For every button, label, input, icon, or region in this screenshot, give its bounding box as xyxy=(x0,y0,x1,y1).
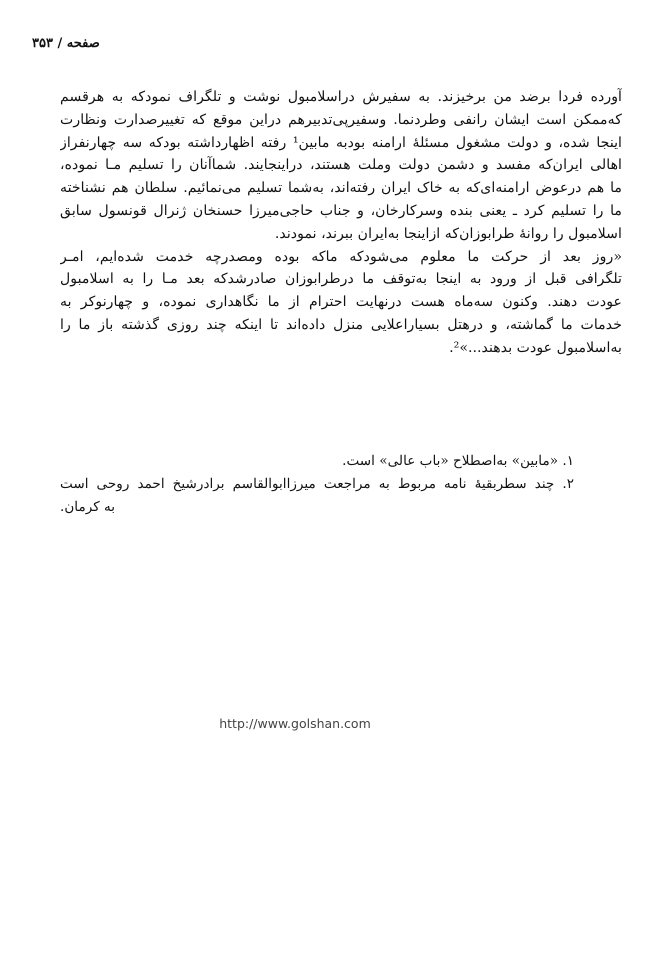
text-line: اهالی ایران‌که مفسد و دشمن دولت وملت هستند، دراینجایند. شماآنان را تسلیم مـا نموده، xyxy=(60,157,622,174)
text-line: آورده فردا برضد من برخیزند. به سفیرش دراسلامبول نوشت و تلگراف نمودکه به هرقسم xyxy=(60,89,622,105)
body-text xyxy=(60,86,622,360)
footnote-2: ۲. چند سطربقیهٔ نامه مربوط به مراجعت میرزاابوالقاسم برادرشیخ احمد روحی است xyxy=(60,476,574,492)
text-line: خدمات ما گماشته، و درهتل بسیاراعلایی منزل داده‌اند تا اینکه چند روزی گذشته باز ما را xyxy=(60,316,622,333)
page-number: ۳۵۳ xyxy=(32,36,53,51)
page-separator: / xyxy=(57,36,63,51)
page-label: صفحه xyxy=(66,36,100,51)
text-line: تلگرافی قبل از ورود به اینجا به‌توقف ما درطرابوزان صادرشدکه بعد مـا را به اسلامبول xyxy=(60,271,622,288)
text-line: اینجا شده، و دولت مشغول مسئلهٔ ارامنه بودبه مابین¹ رفته اظهارداشته بودکه سه چهارنفراز xyxy=(60,134,622,151)
watermark-url: http://www.golshan.com xyxy=(219,716,371,731)
text-line: ما را تسلیم کرد ـ یعنی بنده وسرکارخان، و جناب حاجی‌میرزا حسنخان ژنرال قونسول سابق xyxy=(60,202,622,219)
text-line: عودت دهند. وکنون سه‌ماه هست درنهایت احترام از ما نگاهداری نموده، و چهارنوکر به xyxy=(60,294,622,311)
text-line: به‌اسلامبول عودت بدهند...»². xyxy=(449,339,622,356)
text-line: اسلامبول را روانهٔ طرابوزان‌که ازاینجا به‌ایران ببرند، نمودند. xyxy=(274,225,622,242)
footnote-1: ۱. «مابین» به‌اصطلاح «باب عالی» است. xyxy=(342,453,574,469)
text-line: «روز بعد از حرکت ما معلوم می‌شودکه ماکه بوده ومصدرچه خدمت شده‌ایم، امـر xyxy=(60,248,622,265)
text-line: که‌ممکن است ایشان رانفی وطردنما. وسفیرپی‌تدبیرهم دراین موقع که تغییرصدارت ونظارت xyxy=(60,111,622,128)
footnotes xyxy=(60,450,574,496)
text-line: ما هم درعوض ارامنه‌ای‌که به خاک ایران رفته‌اند، به‌شما تسلیم می‌نمائیم. سلطان هم نشناخته xyxy=(60,180,622,197)
footnote-2-continuation: به کرمان. xyxy=(60,499,116,515)
page-header xyxy=(32,36,212,58)
